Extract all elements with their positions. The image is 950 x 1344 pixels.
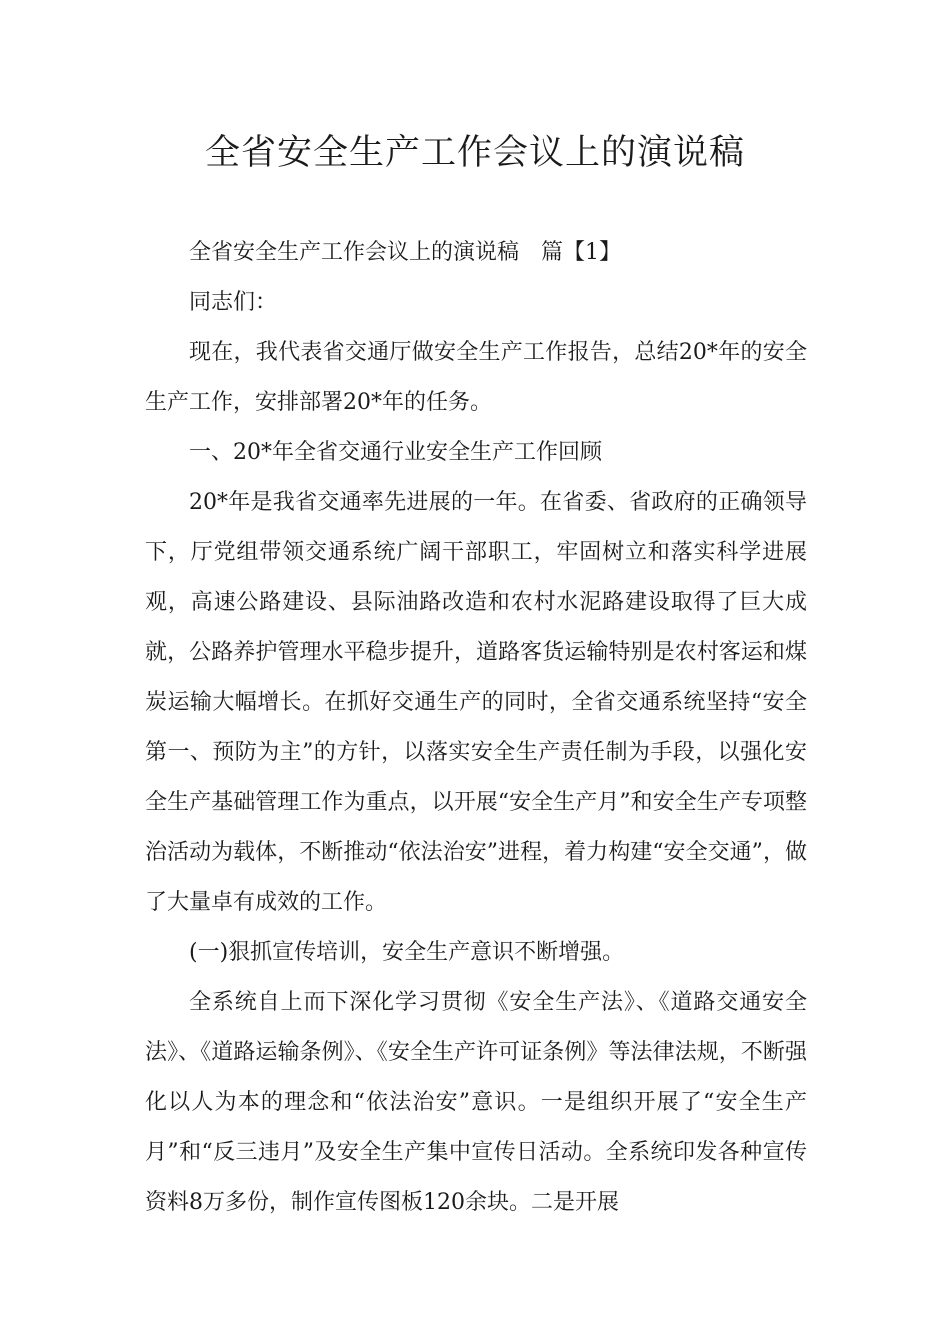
document-body [145, 228, 807, 1228]
paragraph: 全系统自上而下深化学习贯彻《安全生产法》、《道路交通安全法》、《道路运输条例》、《安全生产许可证条例》等法律法规，不断强化以人为本的理念和“依法治安”意识。一是组织开展了“安全生产月”和“反三违月”及安全生产集中宣传日活动。全系统印发各种宣传资料8万多份，制作宣传图板120余块。二是开展 [145, 990, 807, 1215]
subsection-heading: (一)狠抓宣传培训，安全生产意识不断增强。 [189, 940, 625, 965]
document-title: 全省安全生产工作会议上的演说稿 [204, 133, 745, 173]
paragraph: 20*年是我省交通率先进展的一年。在省委、省政府的正确领导下，厅党组带领交通系统广阔干部职工，牢固树立和落实科学进展观，高速公路建设、县际油路改造和农村水泥路建设取得了巨大成就，公路养护管理水平稳步提升，道路客货运输特别是农村客运和煤炭运输大幅增长。在抓好交通生产的同时，全省交通系统坚持“安全第一、预防为主”的方针，以落实安全生产责任制为手段，以强化安全生产基础管理工作为重点，以开展“安全生产月”和安全生产专项整治活动为载体，不断推动“依法治安”进程，着力构建“安全交通”，做了大量卓有成效的工作。 [145, 490, 807, 915]
salutation: 同志们： [189, 290, 278, 315]
paragraph: 现在，我代表省交通厅做安全生产工作报告，总结20*年的安全生产工作，安排部署20*年的任务。 [145, 340, 807, 415]
subsection-heading: 一、20*年全省交通行业安全生产工作回顾 [189, 440, 602, 465]
section-heading: 全省安全生产工作会议上的演说稿 篇【1】 [189, 240, 621, 265]
